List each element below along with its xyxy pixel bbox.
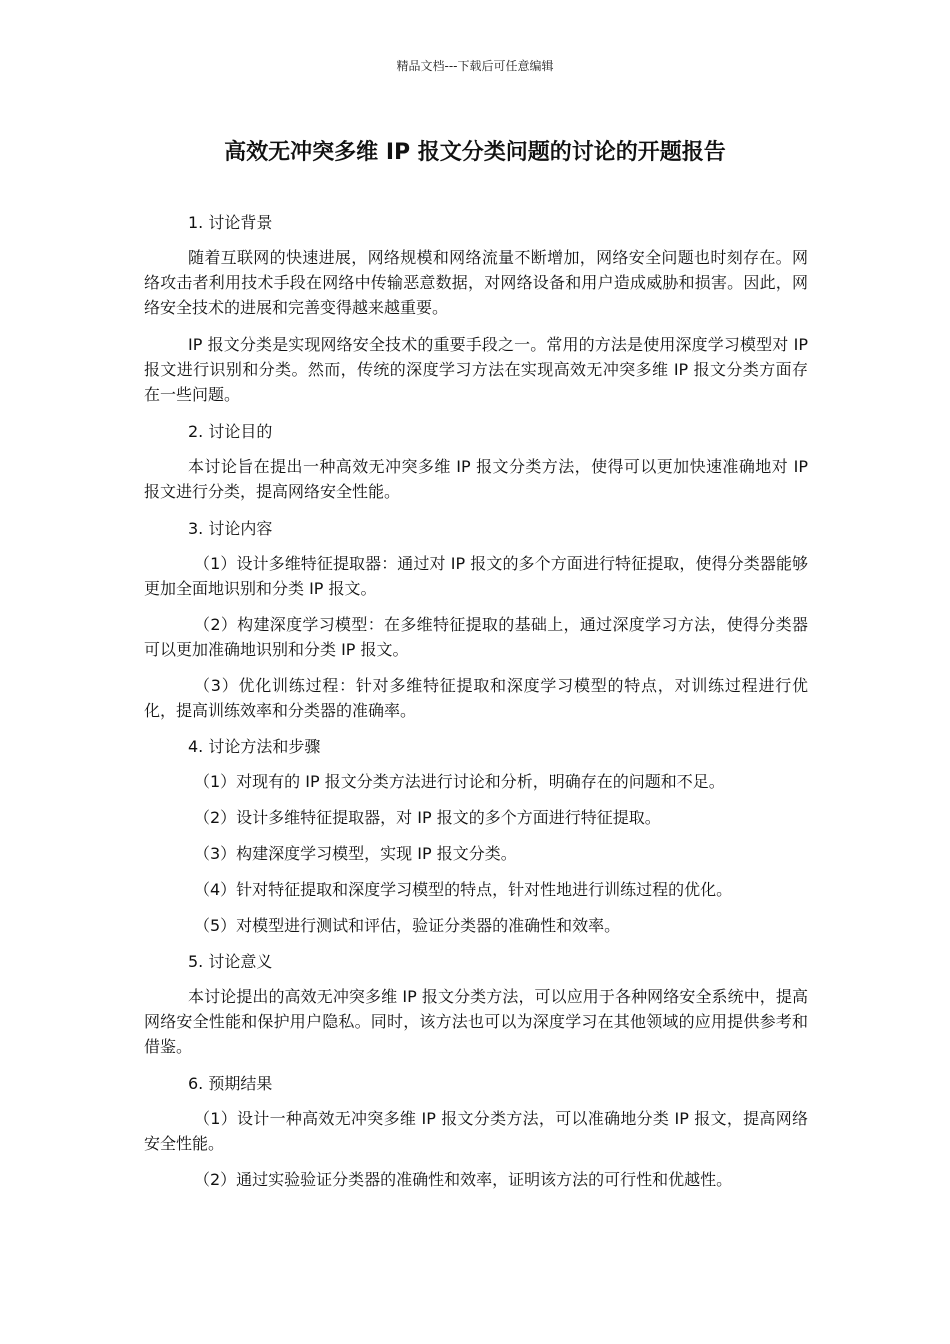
document-title: 高效无冲突多维 IP 报文分类问题的讨论的开题报告 xyxy=(224,140,726,165)
section-heading: 1. 讨论背景 xyxy=(188,213,273,232)
section-heading: 4. 讨论方法和步骤 xyxy=(188,737,321,756)
body-paragraph: IP 报文分类是实现网络安全技术的重要手段之一。常用的方法是使用深度学习模型对 IP 报文进行识别和分类。然而，传统的深度学习方法在实现高效无冲突多维 IP 报文分类方面存在一些问题。 xyxy=(144,335,808,404)
list-item: （1）对现有的 IP 报文分类方法进行讨论和分析，明确存在的问题和不足。 xyxy=(194,772,725,791)
list-item: （3）构建深度学习模型，实现 IP 报文分类。 xyxy=(194,844,517,863)
section-heading: 3. 讨论内容 xyxy=(188,519,273,538)
section-heading: 5. 讨论意义 xyxy=(188,952,273,971)
list-item: （3）优化训练过程：针对多维特征提取和深度学习模型的特点，对训练过程进行优化，提高训练效率和分类器的准确率。 xyxy=(144,676,808,720)
document-body xyxy=(144,210,808,1203)
header-watermark: 精品文档---下载后可任意编辑 xyxy=(396,59,554,73)
list-item: （2）设计多维特征提取器，对 IP 报文的多个方面进行特征提取。 xyxy=(194,808,661,827)
body-paragraph: 本讨论提出的高效无冲突多维 IP 报文分类方法，可以应用于各种网络安全系统中，提高网络安全性能和保护用户隐私。同时，该方法也可以为深度学习在其他领域的应用提供参考和借鉴。 xyxy=(144,987,808,1056)
body-paragraph: 随着互联网的快速进展，网络规模和网络流量不断增加，网络安全问题也时刻存在。网络攻击者利用技术手段在网络中传输恶意数据，对网络设备和用户造成威胁和损害。因此，网络安全技术的进展和完善变得越来越重要。 xyxy=(144,248,808,317)
list-item: （5）对模型进行测试和评估，验证分类器的准确性和效率。 xyxy=(194,916,621,935)
list-item: （1）设计一种高效无冲突多维 IP 报文分类方法，可以准确地分类 IP 报文，提高网络安全性能。 xyxy=(144,1109,808,1153)
list-item: （1）设计多维特征提取器：通过对 IP 报文的多个方面进行特征提取，使得分类器能够更加全面地识别和分类 IP 报文。 xyxy=(144,554,808,598)
list-item: （2）通过实验验证分类器的准确性和效率，证明该方法的可行性和优越性。 xyxy=(194,1170,733,1189)
list-item: （4）针对特征提取和深度学习模型的特点，针对性地进行训练过程的优化。 xyxy=(194,880,733,899)
section-heading: 2. 讨论目的 xyxy=(188,422,273,441)
body-paragraph: 本讨论旨在提出一种高效无冲突多维 IP 报文分类方法，使得可以更加快速准确地对 IP 报文进行分类，提高网络安全性能。 xyxy=(144,457,808,501)
section-heading: 6. 预期结果 xyxy=(188,1074,273,1093)
list-item: （2）构建深度学习模型：在多维特征提取的基础上，通过深度学习方法，使得分类器可以更加准确地识别和分类 IP 报文。 xyxy=(144,615,808,659)
